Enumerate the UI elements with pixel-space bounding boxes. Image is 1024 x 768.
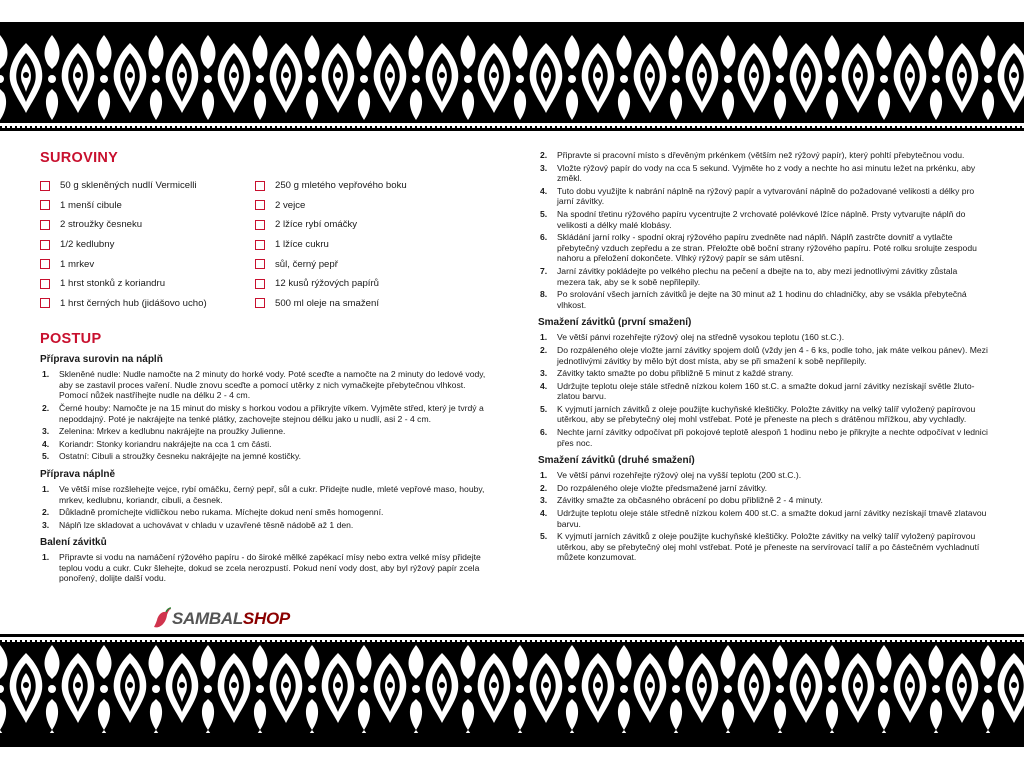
bottom-black-bar [0, 733, 1024, 747]
step-item: 5. Na spodní třetinu rýžového papíru vycentrujte 2 vrchovaté polévkové lžíce náplně. Prsty vytvarujte náplň do velikosti a délky malé klobásy. [540, 208, 966, 230]
checkbox-icon[interactable] [255, 181, 265, 191]
step-item: 3. Zelenina: Mrkev a kedlubnu nakrájejte na proužky Julienne. [42, 426, 286, 437]
sambalshop-logo [150, 607, 290, 631]
checkbox-icon[interactable] [40, 240, 50, 250]
right-column [538, 150, 988, 565]
filling-heading: Příprava náplně [40, 468, 116, 480]
prep-heading: Příprava surovin na náplň [40, 354, 163, 366]
step-item: 4. Tuto dobu využijte k nabrání náplně na rýžový papír a vytvarování náplně do požadované velikosti a délky pro jarní závitky. [540, 185, 975, 207]
fry2-heading: Smažení závitků (druhé smažení) [538, 455, 695, 467]
step-item: 5. Ostatní: Cibuli a stroužky česneku nakrájejte na jemné kostičky. [42, 451, 302, 462]
step-item: 4. Udržujte teplotu oleje stále středně nízkou kolem 160 st.C. a smažte dokud jarní závitky nezískají světle žluto-zlatou barvu. [540, 380, 975, 402]
step-item: 1. Připravte si vodu na namáčení rýžového papíru - do široké mělké zapékací mísy nebo extra velké mísy přidejte teplou vodu a cukr. Cukr šlehejte, dokud se zcela nerozpustí. Pokud není vody dost, aby byl rýžový papír zcela ponořený, dolijte další vodu. [42, 552, 481, 584]
prep-steps [40, 369, 495, 462]
checkbox-icon[interactable] [40, 259, 50, 269]
fry1-steps [538, 332, 988, 448]
ingredient-item[interactable]: 1 hrst černých hub (jidášovo ucho) [40, 294, 255, 314]
checkbox-icon[interactable] [255, 220, 265, 230]
step-item: 4. Udržujte teplotu oleje stále středně nízkou kolem 400 st.C. a smažte dokud jarní závitky nezískají tmavě zlatavou barvu. [540, 508, 987, 529]
checkbox-icon[interactable] [40, 200, 50, 210]
ingredient-item[interactable]: 1 menší cibule [40, 196, 255, 216]
step-item: 2. Důkladně promíchejte vidličkou nebo rukama. Míchejte dokud není směs homogenní. [42, 507, 384, 518]
ingredient-item[interactable]: 2 vejce [255, 196, 485, 216]
ingredient-item[interactable]: 1 lžíce cukru [255, 235, 485, 255]
wrap-heading: Balení závitků [40, 537, 107, 549]
ingredient-item[interactable]: 2 stroužky česneku [40, 215, 255, 235]
step-item: 2. Připravte si pracovní místo s dřevěným prkénkem (větším než rýžový papír), který pohltí přebytečnou vodu. [540, 150, 965, 160]
step-item: 3. Závitky takto smažte po dobu přibližně 5 minut z každé strany. [540, 368, 794, 379]
fry2-steps [538, 470, 988, 563]
checkbox-icon[interactable] [40, 298, 50, 308]
checkbox-icon[interactable] [255, 279, 265, 289]
left-column [40, 150, 495, 586]
bottom-ornament-band [0, 645, 1024, 733]
ingredient-item[interactable]: 500 ml oleje na smažení [255, 294, 485, 314]
bottom-dotted-strip [0, 634, 1024, 645]
step-item: 1. Skleněné nudle: Nudle namočte na 2 minuty do horké vody. Poté sceďte a namočte na 2 minuty do ledové vody, aby se zastavil proces vaření. Nudle znovu sceďte a pomocí utěrky z nich vymačkejte přebytečnou vlhkost. Pomocí nůžek nastříhejte nudle na délku 2 - 4 cm. [42, 369, 486, 401]
step-item: 2. Do rozpáleného oleje vložte jarní závitky spojem dolů (vždy jen 4 - 6 ks, podle toho, jak máte velkou pánev). Mezi jednotlivými závitky by mělo být dost místa, aby se při smažení k sobě nepřilepily. [540, 344, 988, 366]
step-item: 5. K vyjmutí jarních závitků z oleje použijte kuchyňské kleštičky. Položte závitky na velký talíř vyložený papírovou utěrkou, aby se přebytečný olej mohl vstřebat. Poté je přeneste na plech s drátěnou mřížkou, aby vychladly. [540, 403, 976, 425]
fry1-heading: Smažení závitků (první smažení) [538, 317, 692, 329]
checkbox-icon[interactable] [255, 298, 265, 308]
top-black-bar [0, 22, 1024, 35]
ingredient-item[interactable]: 1 mrkev [40, 254, 255, 274]
top-dotted-strip [0, 120, 1024, 131]
step-item: 3. Náplň lze skladovat a uchovávat v chladu v uzavřené těsně nádobě až 1 den. [42, 519, 354, 530]
checkbox-icon[interactable] [255, 259, 265, 269]
filling-steps [40, 484, 495, 530]
checkbox-icon[interactable] [255, 200, 265, 210]
ingredient-item[interactable]: sůl, černý pepř [255, 254, 485, 274]
step-item: 1. Ve větší míse rozšlehejte vejce, rybí omáčku, černý pepř, sůl a cukr. Přidejte nudle, mleté vepřové maso, houby, mrkev, kedlubnu, koriandr, cibuli, a česnek. [42, 483, 485, 505]
ingredient-item[interactable]: 2 lžíce rybí omáčky [255, 215, 485, 235]
top-ornament-band [0, 35, 1024, 120]
checkbox-icon[interactable] [40, 181, 50, 191]
ingredients-title: SUROVINY [40, 150, 119, 166]
step-item: 8. Po srolování všech jarních závitků je dejte na 30 minut až 1 hodinu do chladničky, aby se vsákla přebytečná vlhkost. [540, 289, 967, 310]
ingredients-list [40, 176, 495, 313]
wrap-steps-part2 [538, 150, 988, 310]
step-item: 6. Skládání jarní rolky - spodní okraj rýžového papíru zvedněte nad náplň. Náplň zastrčte dovnitř a vytlačte přebytečný vzduch zepředu a ze stran. Přeložte obě boční strany rýžového papíru. Poté rolku srolujte zespodu nahoru a přeložení dokončete. Vlhký rýžový papír se sám utěsní. [540, 232, 977, 264]
procedure-title: POSTUP [40, 331, 102, 348]
chili-logo-icon [150, 607, 172, 631]
step-item: 6. Nechte jarní závitky odpočívat při pokojové teplotě alespoň 1 hodinu nebo je přikryjte a nechte odpočívat v lednici přes noc. [540, 427, 988, 448]
ingredient-item[interactable]: 1/2 kedlubny [40, 235, 255, 255]
step-item: 7. Jarní závitky pokládejte po velkého plechu na pečení a dbejte na to, aby mezi jednotlivými závitky zůstala mezera tak, aby se k sobě nepřilepily. [540, 265, 958, 287]
wrap-steps-part1 [40, 552, 495, 584]
step-item: 3. Závitky smažte za občasného obrácení po dobu přibližně 2 - 4 minuty. [540, 495, 823, 506]
step-item: 3. Vložte rýžový papír do vody na cca 5 sekund. Vyjměte ho z vody a nechte ho asi minutu ležet na prkénku, aby změkl. [540, 162, 976, 184]
ingredient-item[interactable]: 12 kusů rýžových papírů [255, 274, 485, 294]
step-item: 1. Ve větší pánvi rozehřejte rýžový olej na středně vysokou teplotu (160 st.C.). [540, 332, 845, 343]
step-item: 5. K vyjmutí jarních závitků z oleje použijte kuchyňské kleštičky. Položte závitky na velký talíř vyložený papírovou utěrkou, aby se přebytečný olej mohl vstřebat. Poté je přeneste na servírovací talíř a po částečném vychladnutí můžete konzumovat. [540, 531, 980, 563]
step-item: 1. Ve větší pánvi rozehřejte rýžový olej na vyšší teplotu (200 st.C.). [540, 470, 802, 481]
checkbox-icon[interactable] [40, 279, 50, 289]
ingredient-item[interactable]: 250 g mletého vepřového boku [255, 176, 485, 196]
checkbox-icon[interactable] [40, 220, 50, 230]
step-item: 2. Do rozpáleného oleje vložte předsmažené jarní závitky. [540, 482, 768, 493]
logo-wordmark: SAMBALSHOP [172, 609, 290, 628]
step-item: 2. Černé houby: Namočte je na 15 minut do misky s horkou vodou a přikryjte víkem. Vyjměte střed, který je tvrdý a nepoddajný. Poté je nakrájejte na tenké plátky, zachovejte stejnou délku jako u nudlí, asi 2 - 4 cm. [42, 402, 484, 424]
step-item: 4. Koriandr: Stonky koriandru nakrájejte na cca 1 cm části. [42, 438, 272, 449]
ingredient-item[interactable]: 1 hrst stonků z koriandru [40, 274, 255, 294]
checkbox-icon[interactable] [255, 240, 265, 250]
ingredient-item[interactable]: 50 g skleněných nudlí Vermicelli [40, 176, 255, 196]
